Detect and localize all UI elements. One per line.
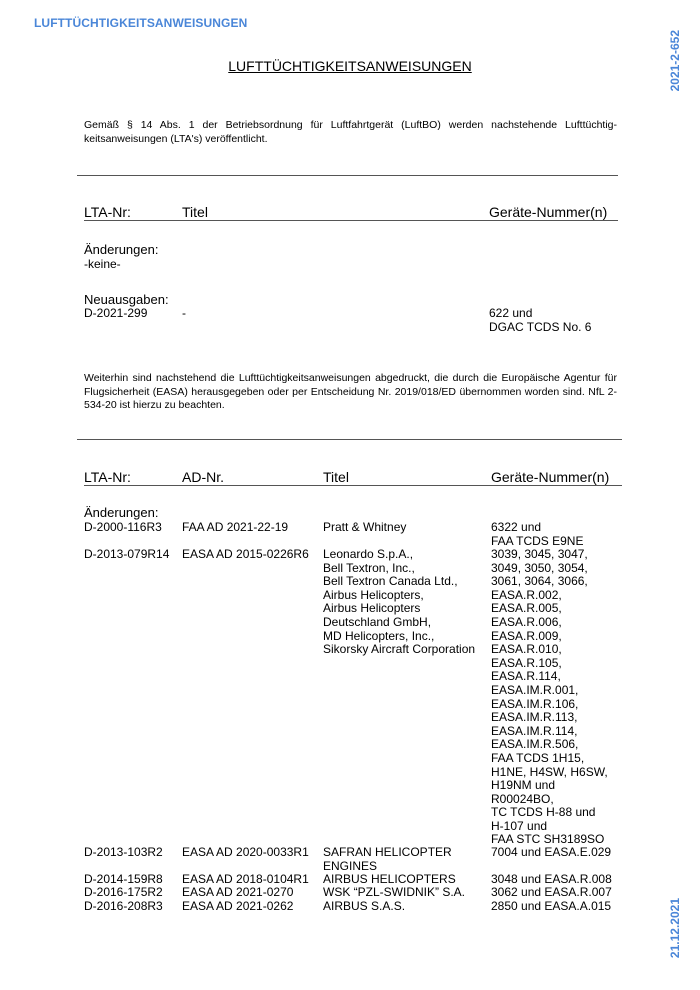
- changes-label: Änderungen:: [84, 242, 159, 257]
- row-ad-nr: EASA AD 2018-0104R1: [182, 872, 309, 886]
- page-title: LUFTTÜCHTIGKEITSANWEISUNGEN: [228, 58, 472, 74]
- row-ad-nr: EASA AD 2015-0226R6: [182, 547, 309, 561]
- intro-paragraph: Gemäß § 14 Abs. 1 der Betriebsordnung für Luftfahrtgerät (LuftBO) werden nachstehende Lufttüchtig-keitsanweisungen (LTA's) veröffentlicht.: [84, 119, 617, 145]
- row-lta-nr: D-2013-079R14: [84, 547, 170, 561]
- side-document-number: 2021-2-652: [668, 30, 682, 92]
- table1-header-rule: [84, 220, 618, 221]
- row-ad-nr: EASA AD 2021-0270: [182, 885, 294, 899]
- changes-none: -keine-: [84, 257, 121, 271]
- row-geraete: 2850 und EASA.A.015: [491, 899, 612, 913]
- row-lta-nr: D-2013-103R2: [84, 845, 163, 859]
- divider: [77, 175, 618, 176]
- row-ad-nr: EASA AD 2020-0033R1: [182, 845, 309, 859]
- col-titel: Titel: [323, 469, 349, 485]
- row-geraete: 3039, 3045, 3047, 3049, 3050, 3054, 3061, 3064, 3066, EASA.R.002, EASA.R.005, EASA.R.006, EASA.R.009, EASA.R.010, EASA.R.105, EASA.R.114, EASA.IM.R.001, EASA.IM.R.106, EASA.IM.R.113, EASA.IM.R.114, EASA.IM.R.506, FAA TCDS 1H15, H1NE, H4SW, H6SW, H19NM und R00024BO, TC TCDS H-88 und H-107 und FAA STC SH3189SO: [491, 547, 608, 847]
- row-lta-nr: D-2000-116R3: [84, 520, 162, 534]
- easa-paragraph: Weiterhin sind nachstehend die Lufttüchtigkeitsanweisungen abgedruckt, die durch die Europäische Agentur für Flugsicherheit (EASA) herausgegeben oder per Entscheidung Nr. 2019/018/ED übernommen worden sind. NfL 2-534-20 ist hierzu zu beachten.: [84, 372, 617, 411]
- row-ad-nr: EASA AD 2021-0262: [182, 899, 294, 913]
- table2-header-rule: [84, 485, 622, 486]
- row-geraete: 3048 und EASA.R.008: [491, 872, 612, 886]
- row-geraete: 7004 und EASA.E.029: [491, 845, 612, 859]
- table1-header: [0, 204, 700, 224]
- row-titel: Leonardo S.p.A., Bell Textron, Inc., Bell Textron Canada Ltd., Airbus Helicopters, Airbus Helicopters Deutschland GmbH, MD Helicopters, Inc., Sikorsky Aircraft Corporation: [323, 547, 476, 657]
- changes-label: Änderungen:: [84, 505, 159, 520]
- header-label: LUFTTÜCHTIGKEITSANWEISUNGEN: [34, 16, 248, 30]
- row-titel: AIRBUS HELICOPTERS: [323, 872, 456, 886]
- row-titel: SAFRAN HELICOPTER ENGINES: [323, 845, 452, 873]
- row-lta-nr: D-2014-159R8: [84, 872, 163, 886]
- col-geraete-nummer: Geräte-Nummer(n): [489, 204, 608, 220]
- table2-header: [0, 469, 700, 489]
- row-titel: AIRBUS S.A.S.: [323, 899, 406, 913]
- row-ad-nr: FAA AD 2021-22-19: [182, 520, 289, 534]
- col-lta-nr: LTA-Nr:: [84, 204, 131, 220]
- row-geraete: 6322 und FAA TCDS E9NE: [491, 520, 584, 548]
- row-titel: WSK “PZL-SWIDNIK” S.A.: [323, 885, 466, 899]
- col-lta-nr: LTA-Nr:: [84, 469, 131, 485]
- new-geraete: 622 und DGAC TCDS No. 6: [489, 306, 592, 334]
- row-lta-nr: D-2016-208R3: [84, 899, 163, 913]
- col-titel: Titel: [182, 204, 208, 220]
- row-geraete: 3062 und EASA.R.007: [491, 885, 612, 899]
- col-geraete-nummer: Geräte-Nummer(n): [491, 469, 610, 485]
- new-titel: -: [182, 306, 186, 320]
- col-ad-nr: AD-Nr.: [182, 469, 224, 485]
- new-lta-nr: D-2021-299: [84, 306, 148, 320]
- side-date: 21.12.2021: [668, 898, 682, 959]
- row-titel: Pratt & Whitney: [323, 520, 407, 534]
- divider: [77, 439, 622, 440]
- new-issues-label: Neuausgaben:: [84, 292, 169, 307]
- row-lta-nr: D-2016-175R2: [84, 885, 163, 899]
